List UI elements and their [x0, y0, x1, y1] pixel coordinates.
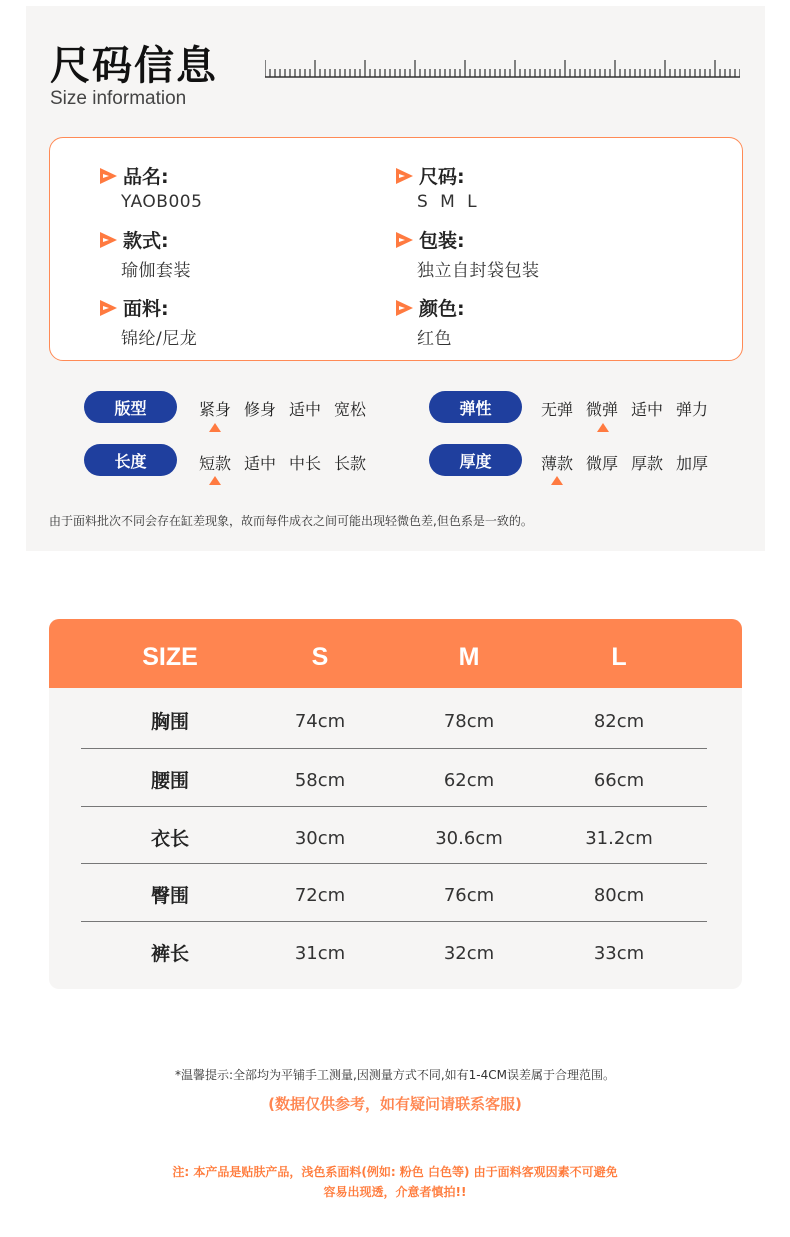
- table-cell: 31cm: [294, 943, 346, 964]
- row-divider: [81, 748, 707, 749]
- table-cell: 32cm: [443, 943, 495, 964]
- table-cell: 74cm: [294, 711, 346, 732]
- info-item-packaging: [394, 226, 540, 281]
- info-item-fabric: [98, 294, 197, 349]
- measurement-tip: *温馨提示:全部均为平铺手工测量,因测量方式不同,如有1-4CM误差属于合理范围。: [174, 1068, 615, 1082]
- header-cell: L: [611, 643, 627, 671]
- row-label: 胸围: [150, 711, 189, 733]
- play-arrow-icon: [394, 166, 414, 186]
- row-label: 臀围: [150, 885, 189, 907]
- reference-note: (数据仅供参考，如有疑问请联系客服): [268, 1095, 522, 1113]
- table-cell: 80cm: [593, 885, 645, 906]
- play-arrow-icon: [98, 166, 118, 186]
- page-title: 尺码信息: [50, 43, 218, 89]
- attribute-option: 修身: [244, 400, 277, 419]
- row-label: 裤长: [150, 943, 189, 965]
- attribute-option: 弹力: [676, 400, 709, 419]
- row-label: 腰围: [150, 770, 189, 792]
- selected-marker-icon: [551, 476, 563, 485]
- attribute-option: 厚款: [631, 454, 664, 473]
- product-info-card: [49, 137, 743, 361]
- row-divider: [81, 806, 707, 807]
- info-label: 颜色:: [419, 298, 465, 320]
- info-value: YAOB005: [121, 192, 203, 212]
- warning-note-line-1: 注: 本产品是贴肤产品，浅色系面料(例如: 粉色 白色等) 由于面料客观因素不可避免: [172, 1165, 618, 1179]
- table-cell: 78cm: [443, 711, 495, 732]
- info-item-color: [394, 294, 465, 349]
- header-cell: S: [311, 643, 329, 671]
- attribute-option: 宽松: [334, 400, 367, 419]
- table-row: [49, 865, 742, 923]
- attribute-pill-fit: 版型: [84, 391, 177, 423]
- info-value: 独立自封袋包装: [417, 261, 540, 281]
- attribute-option: 紧身: [199, 400, 232, 419]
- info-value: 红色: [417, 329, 452, 349]
- play-arrow-icon: [394, 298, 414, 318]
- info-item-name: [98, 162, 202, 212]
- attribute-option: 长款: [334, 454, 367, 473]
- ruler-decoration: [265, 60, 740, 78]
- attribute-pill-elasticity: 弹性: [429, 391, 522, 423]
- table-cell: 82cm: [593, 711, 645, 732]
- table-row: [49, 691, 742, 749]
- warning-note-line-2: 容易出现透，介意者慎拍!!: [323, 1185, 467, 1199]
- info-label: 款式:: [123, 230, 169, 252]
- attribute-option: 微厚: [586, 454, 619, 473]
- header-cell: M: [458, 643, 480, 671]
- attribute-pill-thickness: 厚度: [429, 444, 522, 476]
- row-divider: [81, 863, 707, 864]
- info-value: 瑜伽套装: [121, 261, 191, 281]
- table-cell: 62cm: [443, 770, 495, 791]
- table-cell: 72cm: [294, 885, 346, 906]
- attribute-option: 微弹: [586, 400, 619, 419]
- info-label: 包装:: [419, 230, 465, 252]
- color-difference-note: 由于面料批次不同会存在缸差现象，故而每件成衣之间可能出现轻微色差,但色系是一致的。: [49, 514, 533, 528]
- table-row: [49, 923, 742, 981]
- play-arrow-icon: [394, 230, 414, 250]
- table-cell: 31.2cm: [585, 828, 653, 849]
- table-cell: 33cm: [593, 943, 645, 964]
- table-cell: 58cm: [294, 770, 346, 791]
- table-row: [49, 808, 742, 866]
- table-header: [49, 619, 742, 688]
- table-cell: 76cm: [443, 885, 495, 906]
- selected-marker-icon: [209, 476, 221, 485]
- attribute-option: 适中: [289, 400, 322, 419]
- row-divider: [81, 921, 707, 922]
- info-value: S M L: [417, 192, 478, 212]
- info-value: 锦纶/尼龙: [121, 329, 198, 349]
- attribute-option: 适中: [631, 400, 664, 419]
- attribute-option: 薄款: [541, 454, 574, 473]
- attribute-pill-length: 长度: [84, 444, 177, 476]
- table-cell: 66cm: [593, 770, 645, 791]
- selected-marker-icon: [209, 423, 221, 432]
- selected-marker-icon: [597, 423, 609, 432]
- info-item-style: [98, 226, 191, 281]
- attribute-option: 无弹: [541, 400, 574, 419]
- play-arrow-icon: [98, 230, 118, 250]
- info-label: 品名:: [123, 166, 169, 188]
- header-cell: SIZE: [142, 643, 198, 671]
- attribute-option: 适中: [244, 454, 277, 473]
- play-arrow-icon: [98, 298, 118, 318]
- attribute-option: 加厚: [676, 454, 709, 473]
- info-label: 尺码:: [419, 166, 465, 188]
- table-cell: 30cm: [294, 828, 346, 849]
- info-item-size: [394, 162, 477, 212]
- size-table: [49, 619, 742, 989]
- table-cell: 30.6cm: [435, 828, 503, 849]
- attribute-option: 短款: [199, 454, 232, 473]
- info-label: 面料:: [123, 298, 169, 320]
- page-subtitle: Size information: [50, 88, 187, 109]
- attribute-option: 中长: [289, 454, 322, 473]
- row-label: 衣长: [150, 828, 189, 850]
- table-row: [49, 750, 742, 808]
